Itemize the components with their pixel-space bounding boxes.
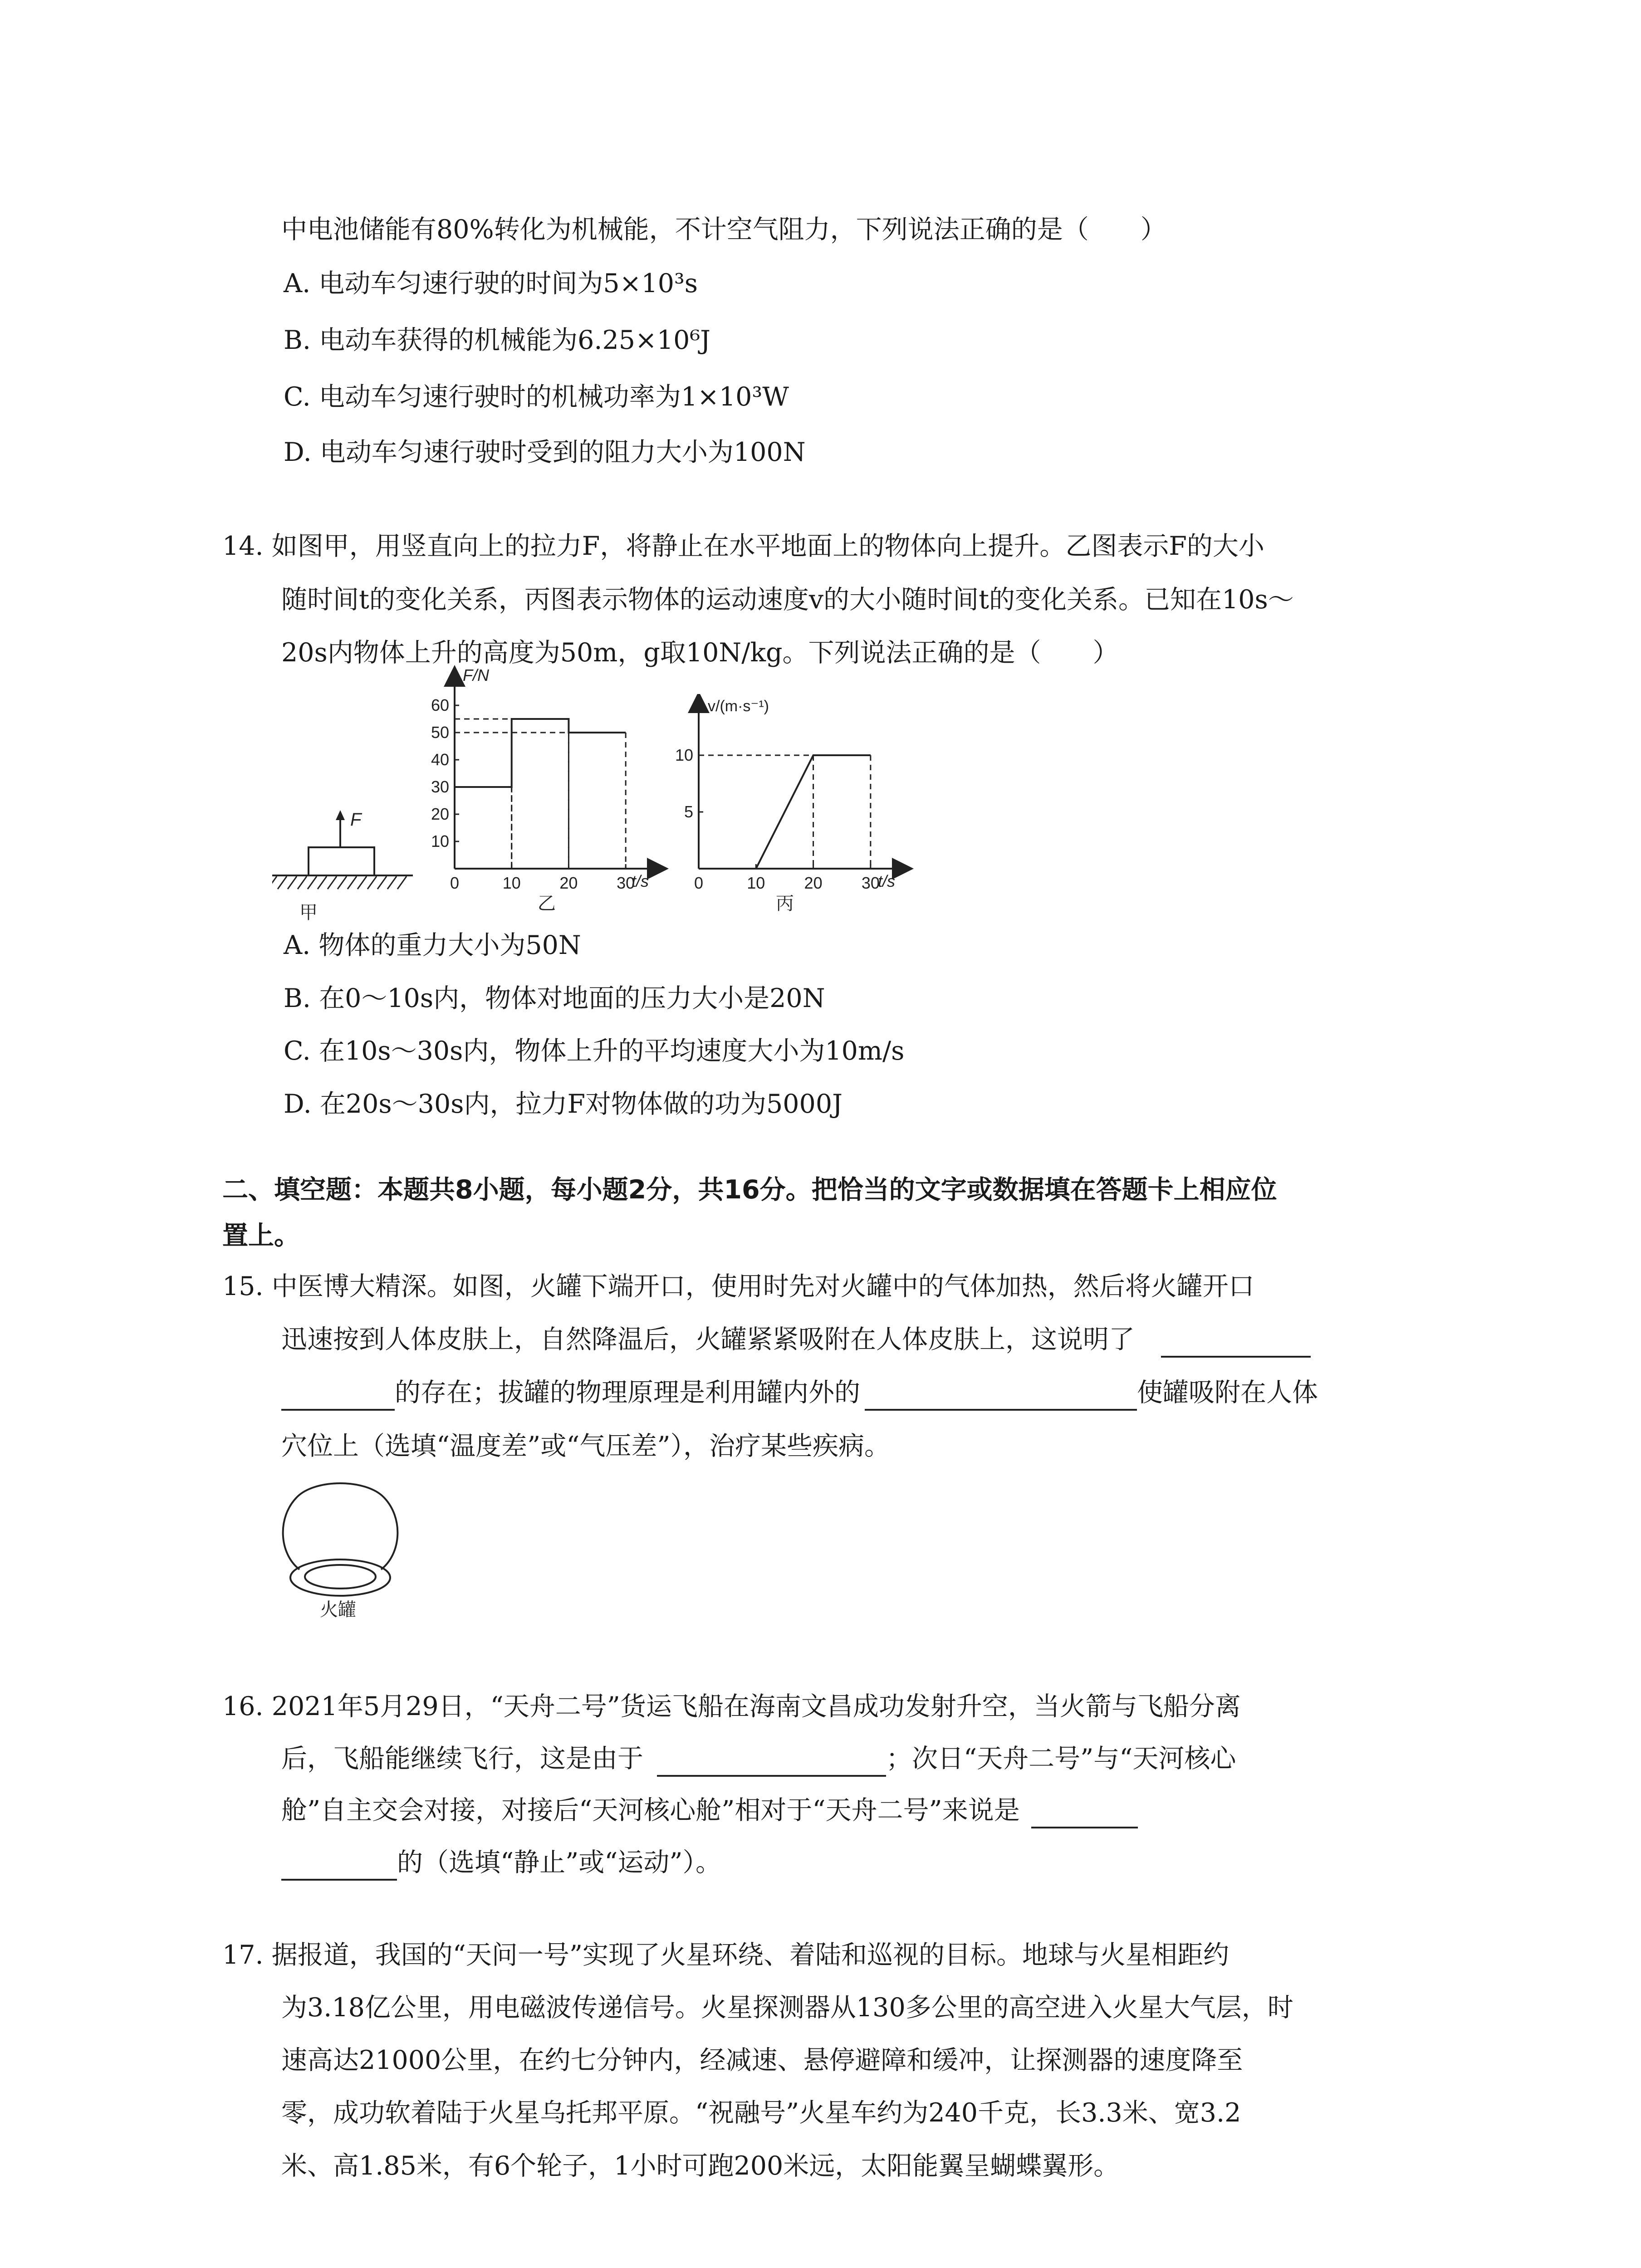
q16-line-1: 16. 2021年5月29日，“天舟二号”货运飞船在海南文昌成功发射升空，当火箭与飞船分离 (222, 1691, 1241, 1721)
q17-line-1: 17. 据报道，我国的“天问一号”实现了火星环绕、着陆和巡视的目标。地球与火星相距约 (222, 1940, 1230, 1970)
q17-line-5: 米、高1.85米，有6个轮子，1小时可跑200米远，太阳能翼呈蝴蝶翼形。 (281, 2151, 1120, 2181)
hatch-mark (348, 876, 357, 889)
q17-line-4: 零，成功软着陆于火星乌托邦平原。“祝融号”火星车约为240千克，长3.3米、宽3.2 (281, 2098, 1241, 2128)
q16-line-2b-text: ；次日“天舟二号”与“天河核心 (886, 1744, 1236, 1774)
hatch-mark (298, 876, 307, 889)
x-axis-label: t/s (632, 872, 649, 890)
hatch-mark (278, 876, 287, 889)
q16-line-2 (281, 1740, 1236, 1777)
x-tick-label: 0 (694, 874, 704, 892)
x-tick-label: 30 (617, 874, 635, 892)
y-tick-label: 20 (431, 805, 449, 823)
x-tick-label: 20 (804, 874, 823, 892)
chart-bing (671, 694, 926, 921)
q15-answer-blank-2[interactable] (865, 1383, 1137, 1411)
fire-cup-icon (283, 1483, 398, 1596)
chart-yi (417, 665, 671, 919)
hatch-mark (367, 876, 377, 889)
y-tick-label: 10 (675, 746, 693, 764)
q16-answer-blank-1[interactable] (657, 1749, 886, 1777)
hatch-mark (358, 876, 367, 889)
force-label: F (350, 810, 362, 830)
q13-option-c: C. 电动车匀速行驶时的机械功率为1×10³W (284, 382, 789, 412)
hatch-mark (397, 876, 407, 889)
x-tick-label: 0 (450, 874, 460, 892)
fire-cup-figure (272, 1474, 408, 1619)
q13-option-a: A. 电动车匀速行驶的时间为5×10³s (284, 269, 698, 298)
hatch-mark (272, 876, 277, 889)
caption-yi: 乙 (538, 894, 556, 914)
hatch-mark (387, 876, 397, 889)
y-axis-label: F/N (463, 666, 489, 684)
hatch-mark (288, 876, 297, 889)
q15-line-2-text: 迅速按到人体皮肤上，自然降温后，火罐紧紧吸附在人体皮肤上，这说明了 (281, 1325, 1135, 1354)
q16-line-2a-text: 后，飞船能继续飞行，这是由于 (281, 1744, 643, 1774)
q15-line-2 (281, 1321, 1311, 1358)
q14-stem-line-1: 14. 如图甲，用竖直向上的拉力F，将静止在水平地面上的物体向上提升。乙图表示F的大小 (222, 531, 1264, 561)
q14-stem-line-3: 20s内物体上升的高度为50m，g取10N/kg。下列说法正确的是（ ） (281, 638, 1119, 668)
x-tick-label: 30 (861, 874, 880, 892)
q14-option-b: B. 在0～10s内，物体对地面的压力大小是20N (284, 983, 825, 1013)
y-tick-label: 40 (431, 750, 449, 769)
q14-option-a: A. 物体的重力大小为50N (284, 930, 581, 960)
q16-line-3 (281, 1792, 1138, 1828)
q14-option-c: C. 在10s～30s内，物体上升的平均速度大小为10m/s (284, 1036, 905, 1066)
q16-answer-blank-2-cont[interactable] (281, 1853, 397, 1881)
q16-answer-blank-2[interactable] (1031, 1800, 1138, 1828)
fire-cup-caption: 火罐 (320, 1600, 356, 1619)
caption-jia: 甲 (299, 903, 318, 923)
q15-line-3 (281, 1374, 1318, 1411)
arrow-force-icon (336, 810, 345, 847)
y-tick-label: 60 (431, 696, 449, 714)
q14-option-d: D. 在20s～30s内，拉力F对物体做的功为5000J (284, 1089, 843, 1119)
hatch-mark (328, 876, 337, 889)
q15-line-1: 15. 中医博大精深。如图，火罐下端开口，使用时先对火罐中的气体加热，然后将火罐开口 (222, 1271, 1254, 1301)
caption-bing: 丙 (776, 894, 794, 914)
q16-line-4-text: 的（选填“静止”或“运动”）。 (397, 1848, 722, 1877)
figure-jia (272, 798, 422, 925)
y-axis-label: v/(m·s⁻¹) (708, 698, 769, 715)
q15-answer-blank-1[interactable] (1161, 1330, 1311, 1358)
hatch-mark (338, 876, 347, 889)
y-tick-label: 50 (431, 723, 449, 742)
q15-answer-blank-1-cont[interactable] (281, 1383, 395, 1411)
y-tick-label: 30 (431, 777, 449, 796)
x-tick-label: 20 (559, 874, 578, 892)
section-heading-line-2: 置上。 (222, 1221, 300, 1251)
q15-line-4: 穴位上（选填“温度差”或“气压差”），治疗某些疾病。 (281, 1431, 891, 1461)
hatch-mark (318, 876, 327, 889)
x-tick-label: 10 (747, 874, 765, 892)
q14-stem-line-2: 随时间t的变化关系，丙图表示物体的运动速度v的大小随时间t的变化关系。已知在10s～ (281, 585, 1294, 615)
ground-hatching (272, 876, 407, 889)
q13-option-b: B. 电动车获得的机械能为6.25×10⁶J (284, 325, 711, 355)
q16-line-3-text: 舱”自主交会对接，对接后“天河核心舱”相对于“天舟二号”来说是 (281, 1795, 1020, 1825)
q15-line-3a-text: 的存在；拔罐的物理原理是利用罐内外的 (395, 1378, 860, 1408)
q16-line-4 (281, 1844, 721, 1881)
q13-option-d: D. 电动车匀速行驶时受到的阻力大小为100N (284, 437, 806, 467)
hatch-mark (377, 876, 387, 889)
x-axis-label: t/s (878, 872, 896, 890)
hatch-mark (308, 876, 317, 889)
q13-stem-line: 中电池储能有80%转化为机械能，不计空气阻力，下列说法正确的是（ ） (281, 215, 1166, 244)
q15-line-3b-text: 使罐吸附在人体 (1137, 1378, 1318, 1408)
y-tick-label: 10 (431, 832, 449, 850)
data-line (455, 719, 626, 787)
section-heading-line-1: 二、填空题：本题共8小题，每小题2分，共16分。把恰当的文字或数据填在答题卡上相应位 (222, 1175, 1277, 1205)
q17-line-3: 速高达21000公里，在约七分钟内，经减速、悬停避障和缓冲，让探测器的速度降至 (281, 2045, 1243, 2075)
y-tick-label: 5 (684, 802, 693, 821)
data-line (699, 755, 871, 869)
q17-line-2: 为3.18亿公里，用电磁波传递信号。火星探测器从130多公里的高空进入火星大气层，时 (281, 1993, 1293, 2023)
block-object (309, 847, 374, 875)
x-tick-label: 10 (502, 874, 521, 892)
